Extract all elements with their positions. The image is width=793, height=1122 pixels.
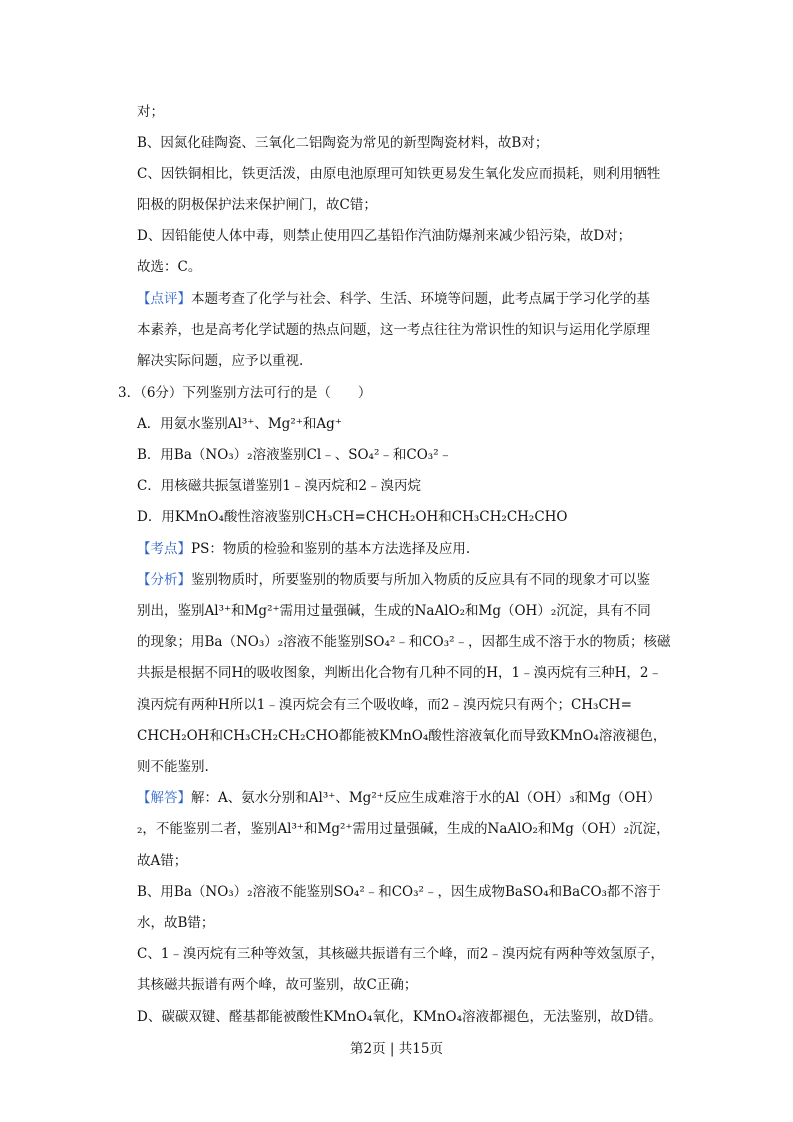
option-c: C．用核磁共振氢谱鉴别1﹣溴丙烷和2﹣溴丙烷 (137, 478, 422, 494)
text-line: B、用Ba（NO₃）₂溶液不能鉴别SO₄²﹣和CO₃²﹣，因生成物BaSO₄和BaCO₃都不溶于 (137, 884, 661, 900)
page-number-footer: 第2页 | 共15页 (350, 1041, 443, 1057)
text-line: 的现象；用Ba（NO₃）₂溶液不能鉴别SO₄²﹣和CO₃²﹣，因都生成不溶于水的物质；核磁 (137, 634, 671, 650)
option-b: B．用Ba（NO₃）₂溶液鉴别Cl﹣、SO₄²﹣和CO₃²﹣ (137, 447, 453, 463)
question-stem: 3．（6分）下列鉴别方法可行的是（ ） (118, 385, 372, 401)
knowledge-point-line: 【考点】PS：物质的检验和鉴别的基本方法选择及应用. (137, 541, 471, 557)
analysis-heading-line: 【分析】鉴别物质时，所要鉴别的物质要与所加入物质的反应具有不同的现象才可以鉴 (137, 572, 650, 588)
text-line: 其核磁共振谱有两个峰，故可鉴别，故C正确； (137, 977, 418, 993)
analysis-tag: 【分析】 (137, 572, 191, 588)
comment-heading-line: 【点评】本题考查了化学与社会、科学、生活、环境等问题，此考点属于学习化学的基 (137, 291, 650, 307)
text-line: C、1﹣溴丙烷有三种等效氢，其核磁共振谱有三个峰，而2﹣溴丙烷有两种等效氢原子， (137, 946, 665, 962)
answer-tag: 【解答】 (137, 790, 191, 806)
knowledge-point-tag: 【考点】 (137, 541, 191, 557)
text-line: D、因铅能使人体中毒，则禁止使用四乙基铅作汽油防爆剂来减少铅污染，故D对； (137, 228, 632, 244)
text-line: 本素养，也是高考化学试题的热点问题，这一考点往往为常识性的知识与运用化学原理 (137, 322, 650, 338)
option-a: A．用氨水鉴别Al³⁺、Mg²⁺和Ag⁺ (137, 416, 342, 432)
text-line: 别出，鉴别Al³⁺和Mg²⁺需用过量强碱，生成的NaAlO₂和Mg（OH）₂沉淀，具有不同 (137, 603, 651, 619)
answer-heading-line: 【解答】解：A、氨水分别和Al³⁺、Mg²⁺反应生成难溶于水的Al（OH）₃和Mg（OH） (137, 790, 661, 806)
text-line: 则不能鉴别. (137, 759, 209, 775)
text-line: B、因氮化硅陶瓷、三氧化二铝陶瓷为常见的新型陶瓷材料，故B对； (137, 135, 549, 151)
text-line: 故选：C。 (137, 259, 202, 275)
text-line: 对； (137, 104, 164, 120)
text-line: 阳极的阴极保护法来保护闸门，故C错； (137, 197, 377, 213)
text-line: 溴丙烷有两种H所以1﹣溴丙烷会有三个吸收峰，而2﹣溴丙烷只有两个；CH₃CH= (137, 697, 632, 713)
text-line: D、碳碳双键、醛基都能被酸性KMnO₄氧化，KMnO₄溶液都褪色，无法鉴别，故D错。 (137, 1009, 662, 1025)
text-line: 解决实际问题，应予以重视. (137, 353, 304, 369)
text-line: 故A错； (137, 853, 188, 869)
text-line: 水，故B错； (137, 915, 215, 931)
text-line: C、因铁铜相比，铁更活泼，由原电池原理可知铁更易发生氧化发应而损耗，则利用牺牲 (137, 166, 661, 182)
text-line: CHCH₂OH和CH₃CH₂CH₂CHO都能被KMnO₄酸性溶液氧化而导致KMnO₄溶液褪色， (137, 728, 667, 744)
option-d: D．用KMnO₄酸性溶液鉴别CH₃CH=CHCH₂OH和CH₃CH₂CH₂CHO (137, 509, 568, 525)
text-line: 共振是根据不同H的吸收图象，判断出化合物有几种不同的H，1﹣溴丙烷有三种H，2﹣ (137, 665, 662, 681)
comment-tag: 【点评】 (137, 291, 191, 307)
text-line: ₂，不能鉴别二者，鉴别Al³⁺和Mg²⁺需用过量强碱，生成的NaAlO₂和Mg（OH）₂沉淀， (137, 821, 670, 837)
